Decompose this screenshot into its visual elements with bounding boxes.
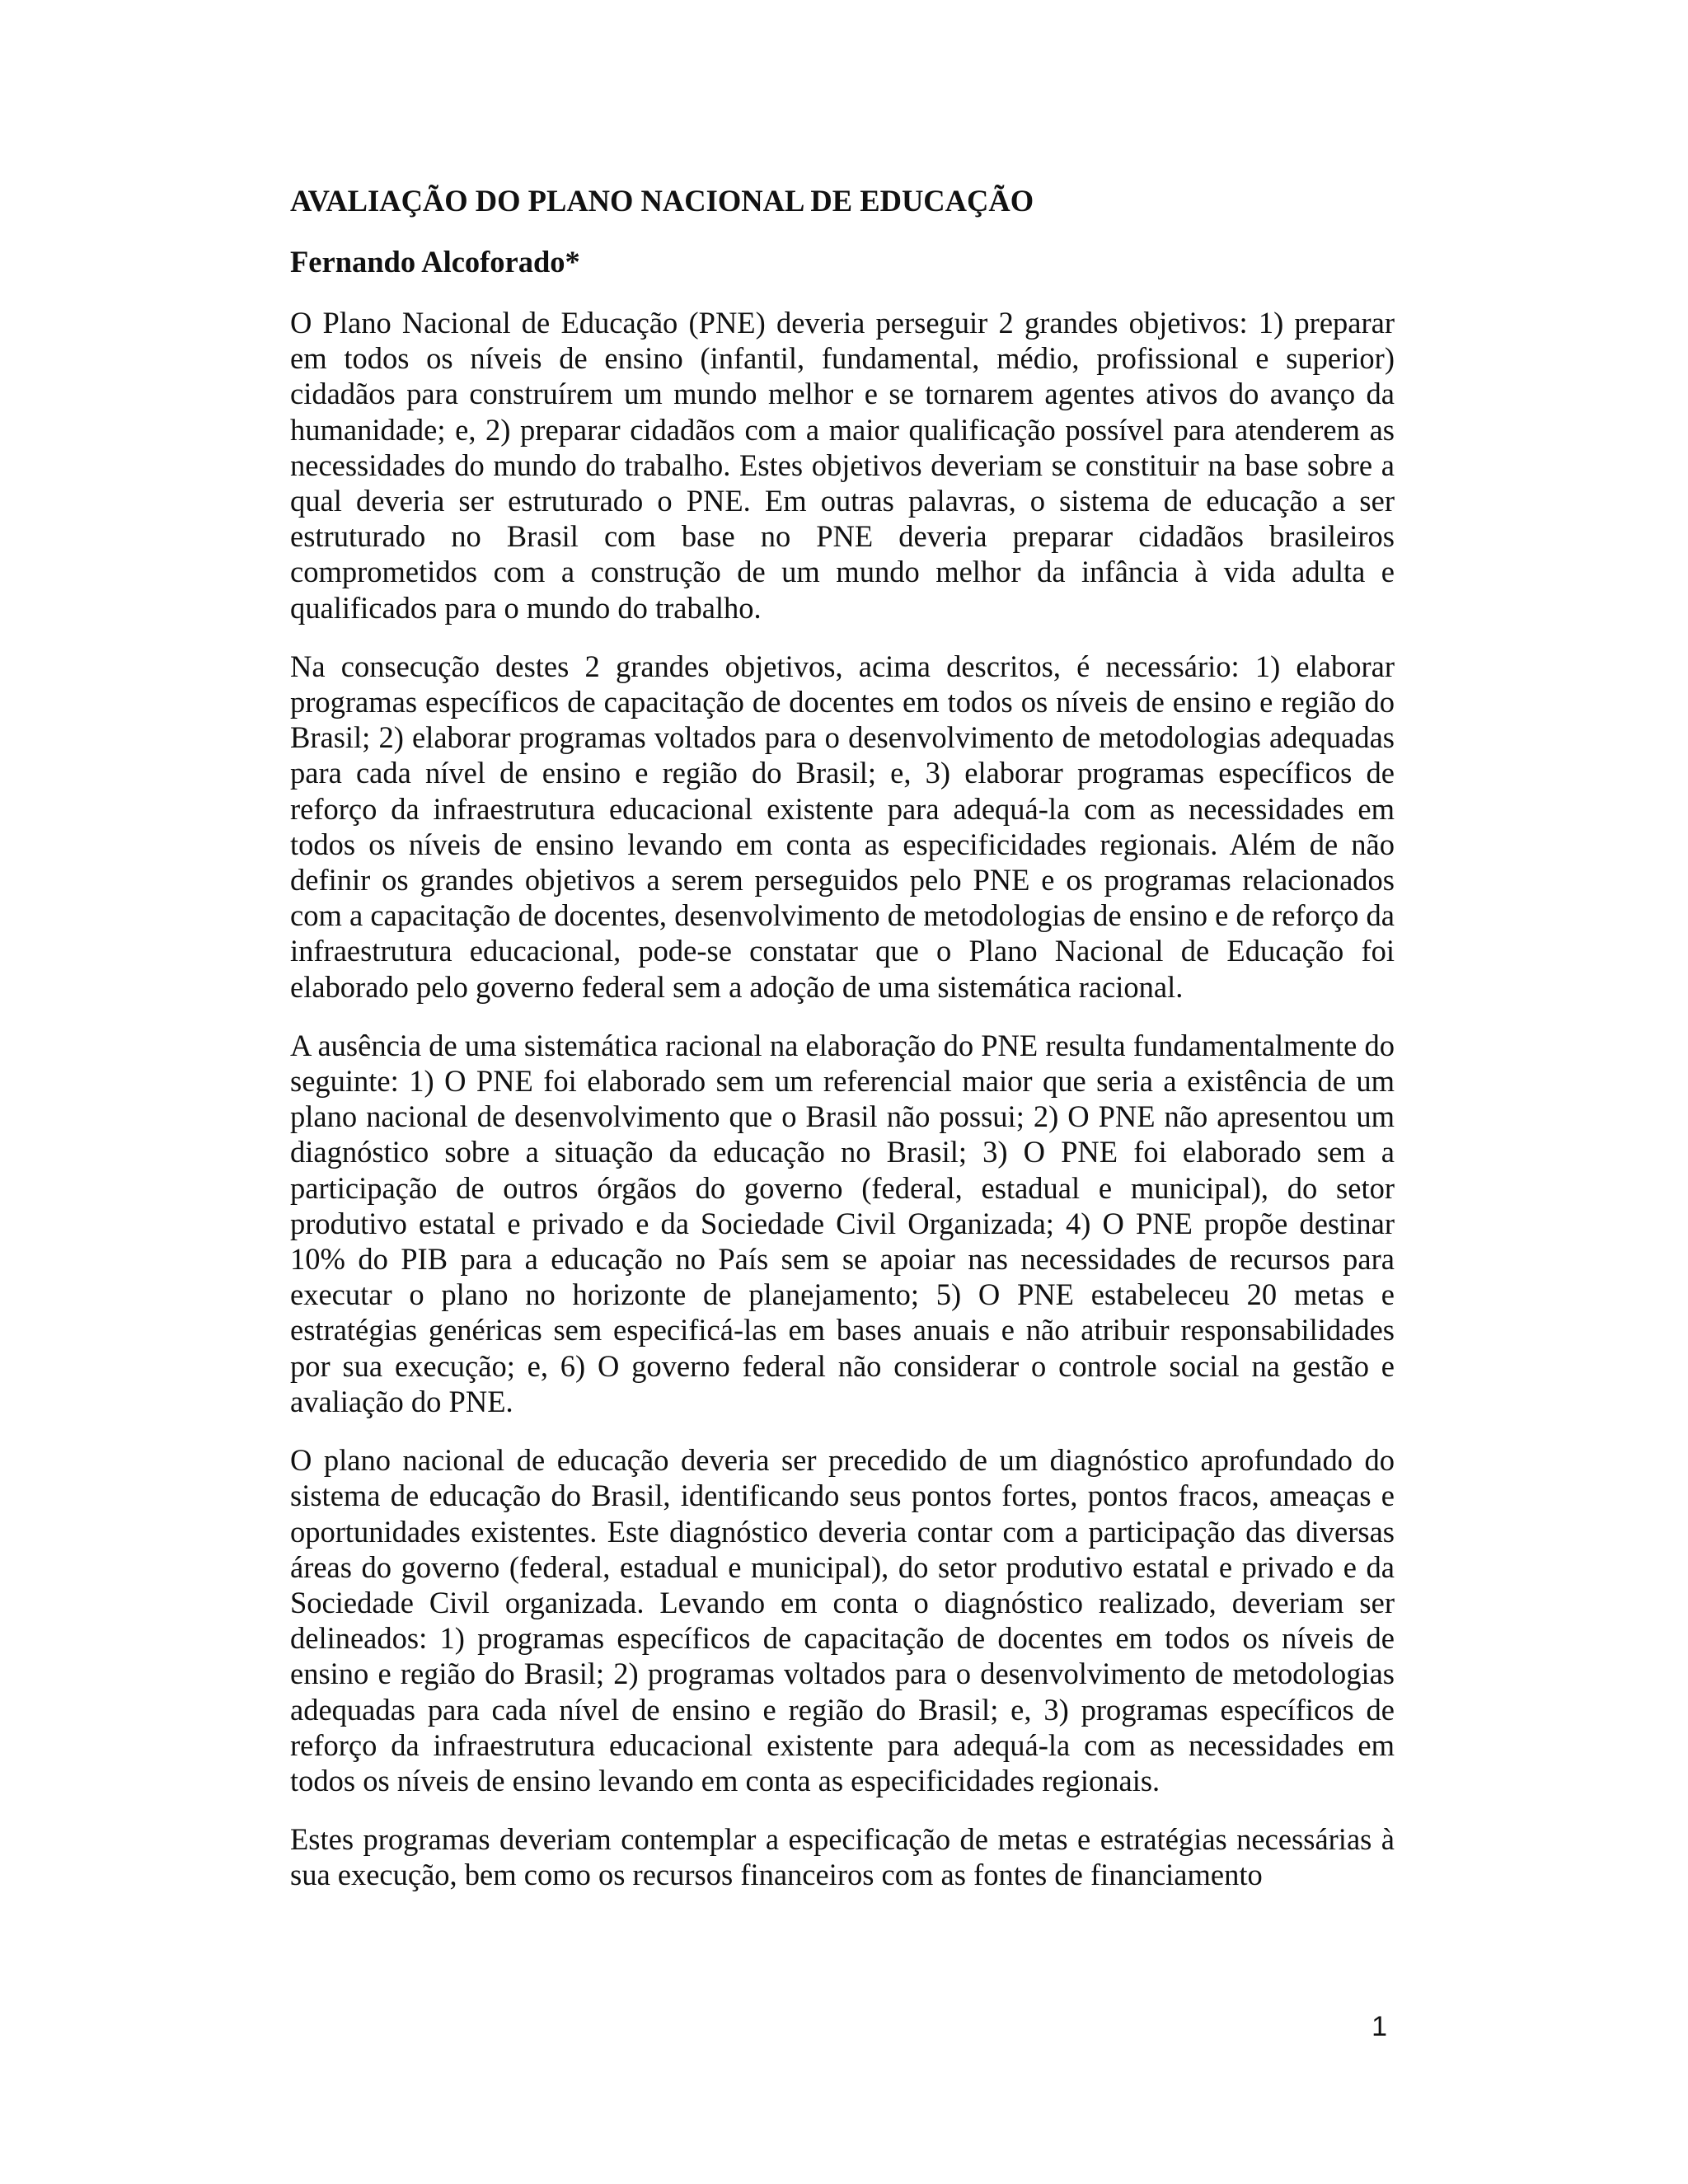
paragraph-3: A ausência de uma sistemática racional na elaboração do PNE resulta fundamentalmente do seguinte: 1) O PNE foi elaborado sem um referencial maior que seria a existência de um plano nacional de desenvolvimento que o Brasil não possui; 2) O PNE não apresentou um diagnóstico sobre a situação da educação no Brasil; 3) O PNE foi elaborado sem a participação de outros órgãos do governo (federal, estadual e municipal), do setor produtivo estatal e privado e da Sociedade Civil Organizada; 4) O PNE propõe destinar 10% do PIB para a educação no País sem se apoiar nas necessidades de recursos para executar o plano no horizonte de planejamento; 5) O PNE estabeleceu 20 metas e estratégias genéricas sem especificá-las em bases anuais e não atribuir responsabilidades por sua execução; e, 6) O governo federal não considerar o controle social na gestão e avaliação do PNE. xyxy=(290,1028,1395,1418)
paragraph-1: O Plano Nacional de Educação (PNE) deveria perseguir 2 grandes objetivos: 1) preparar em todos os níveis de ensino (infantil, fundamental, médio, profissional e superior) cidadãos para construírem um mundo melhor e se tornarem agentes ativos do avanço da humanidade; e, 2) preparar cidadãos com a maior qualificação possível para atenderem as necessidades do mundo do trabalho. Estes objetivos deveriam se constituir na base sobre a qual deveria ser estruturado o PNE. Em outras palavras, o sistema de educação a ser estruturado no Brasil com base no PNE deveria preparar cidadãos brasileiros comprometidos com a construção de um mundo melhor da infância à vida adulta e qualificados para o mundo do trabalho. xyxy=(290,306,1395,625)
document-body xyxy=(290,183,1395,1916)
page-number: 1 xyxy=(1372,2011,1387,2042)
paragraph-2: Na consecução destes 2 grandes objetivos, acima descritos, é necessário: 1) elaborar programas específicos de capacitação de docentes em todos os níveis de ensino e região do Brasil; 2) elaborar programas voltados para o desenvolvimento de metodologias adequadas para cada nível de ensino e região do Brasil; e, 3) elaborar programas específicos de reforço da infraestrutura educacional existente para adequá-la com as necessidades em todos os níveis de ensino levando em conta as especificidades regionais. Além de não definir os grandes objetivos a serem perseguidos pelo PNE e os programas relacionados com a capacitação de docentes, desenvolvimento de metodologias de ensino e de reforço da infraestrutura educacional, pode-se constatar que o Plano Nacional de Educação foi elaborado pelo governo federal sem a adoção de uma sistemática racional. xyxy=(290,649,1395,1004)
paragraph-5: Estes programas deveriam contemplar a especificação de metas e estratégias necessárias à sua execução, bem como os recursos financeiros com as fontes de financiamento xyxy=(290,1822,1395,1892)
document-author: Fernando Alcoforado* xyxy=(290,245,580,279)
document-title: AVALIAÇÃO DO PLANO NACIONAL DE EDUCAÇÃO xyxy=(290,184,1034,218)
paragraph-4: O plano nacional de educação deveria ser precedido de um diagnóstico aprofundado do sistema de educação do Brasil, identificando seus pontos fortes, pontos fracos, ameaças e oportunidades existentes. Este diagnóstico deveria contar com a participação das diversas áreas do governo (federal, estadual e municipal), do setor produtivo estatal e privado e da Sociedade Civil organizada. Levando em conta o diagnóstico realizado, deveriam ser delineados: 1) programas específicos de capacitação de docentes em todos os níveis de ensino e região do Brasil; 2) programas voltados para o desenvolvimento de metodologias adequadas para cada nível de ensino e região do Brasil; e, 3) programas específicos de reforço da infraestrutura educacional existente para adequá-la com as necessidades em todos os níveis de ensino levando em conta as especificidades regionais. xyxy=(290,1443,1395,1797)
